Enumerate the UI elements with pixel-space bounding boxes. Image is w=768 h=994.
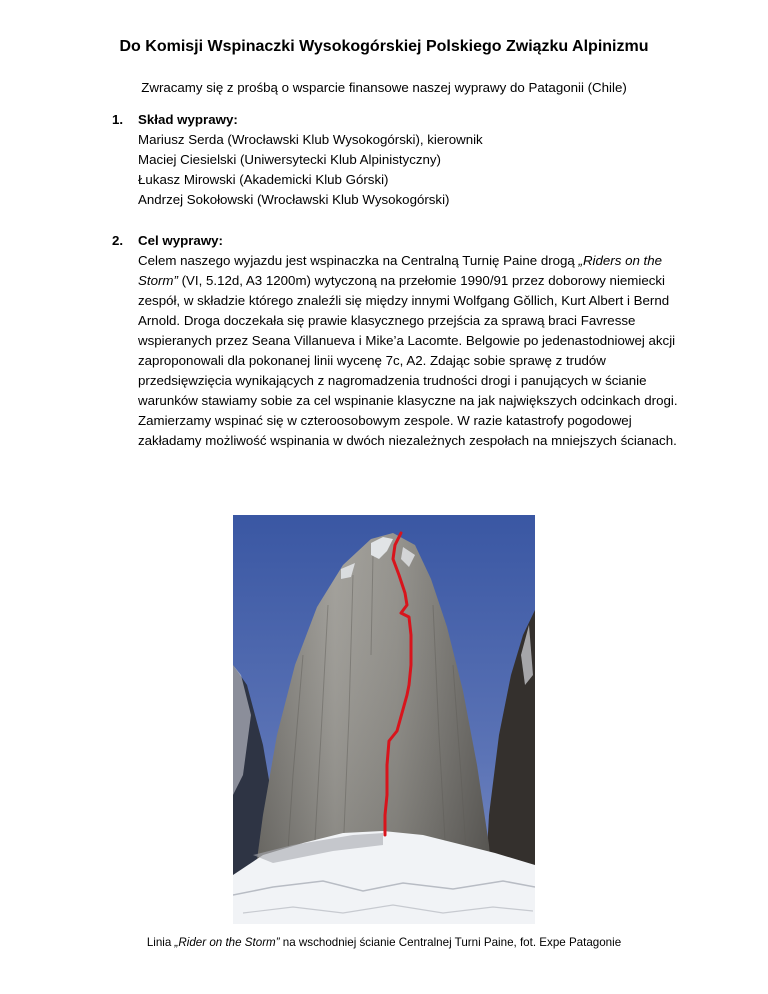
mountain-photo xyxy=(233,515,535,924)
section-heading-label: Cel wyprawy: xyxy=(138,233,223,248)
section-team xyxy=(112,110,672,210)
document-title: Do Komisji Wspinaczki Wysokogórskiej Polskiego Związku Alpinizmu xyxy=(119,38,649,55)
goal-paragraph-1 xyxy=(112,251,683,411)
team-member: Łukasz Mirowski (Akademicki Klub Górski) xyxy=(138,172,389,187)
mountain-illustration xyxy=(233,515,535,924)
goal-text-rest: (VI, 5.12d, A3 1200m) wytyczoną na przełomie 1990/91 przez doborowy niemiecki zespół, w składzie którego znaleźli się między innymi Wolfgang Gǒllich, Kurt Albert i Bernd Arnold. Droga doczekała się prawie klasycznego przejścia za sprawą braci Favresse wspieranych przez Seana Villanueva i Mike’a Lacomte. Belgowie po jedenastodniowej akcji zaproponowali dla pokonanej linii wycenę 7c, A2. Zdając sobie sprawę z trudów przedsięwzięcia wynikających z nagromadzenia trudności drogi i panujących w ścianie warunków stawiamy sobie za cel wspinanie klasyczne na jak największych odcinkach drogi. xyxy=(138,273,678,408)
caption-prefix: Linia xyxy=(146,936,175,949)
section-team-heading xyxy=(112,110,672,130)
team-member-list xyxy=(112,130,672,210)
goal-paragraph-2: Zamierzamy wspinać się w czteroosobowym zespole. W razie katastrofy pogodowej zakładamy możliwość wspinania w dwóch niezależnych zespołach na mniejszych ścianach. xyxy=(138,413,677,448)
caption-route-name: „Rider on the Storm” xyxy=(174,936,280,949)
goal-text-start: Celem naszego wyjazdu jest wspinaczka na Centralną Turnię Paine drogą xyxy=(138,253,579,268)
section-goal xyxy=(112,231,678,451)
section-heading-label: Skład wyprawy: xyxy=(138,112,238,127)
team-member: Maciej Ciesielski (Uniwersytecki Klub Alpinistyczny) xyxy=(138,152,441,167)
team-member: Mariusz Serda (Wrocławski Klub Wysokogórski), kierownik xyxy=(138,132,483,147)
caption-suffix: na wschodniej ścianie Centralnej Turni Paine, fot. Expe Patagonie xyxy=(279,936,622,949)
team-member: Andrzej Sokołowski (Wrocławski Klub Wysokogórski) xyxy=(138,192,450,207)
route-name-italic: „Riders on the Storm” xyxy=(138,253,663,288)
section-goal-heading xyxy=(112,231,672,251)
section-number: 1. xyxy=(112,112,124,127)
photo-caption xyxy=(0,935,768,951)
intro-paragraph: Zwracamy się z prośbą o wsparcie finansowe naszej wyprawy do Patagonii (Chile) xyxy=(141,80,627,95)
section-number: 2. xyxy=(112,233,124,248)
